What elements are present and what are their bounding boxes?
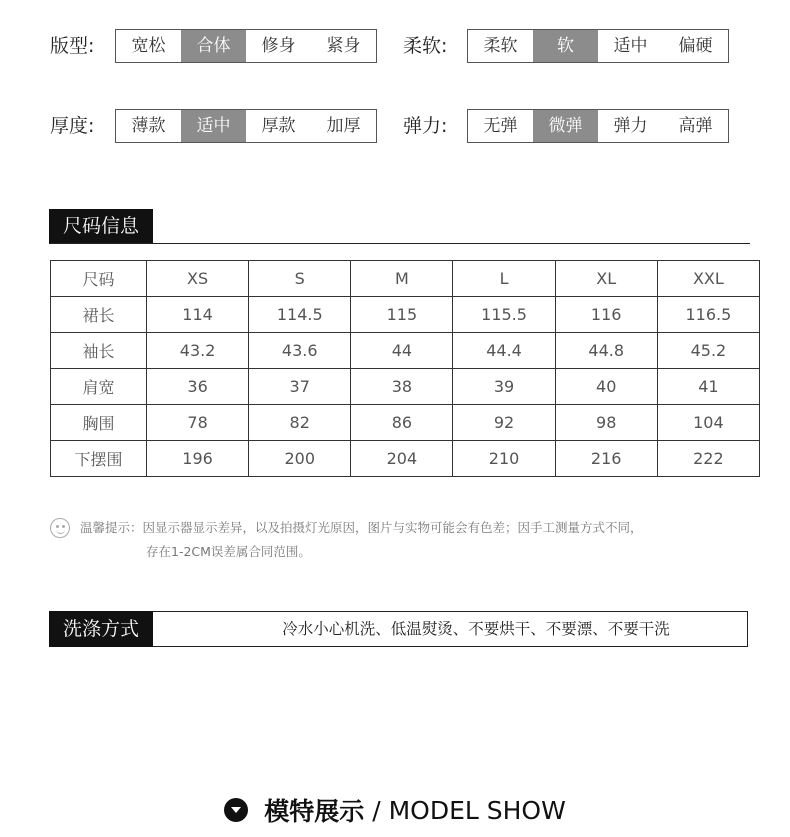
row-label: 下摆围 bbox=[51, 441, 147, 477]
attribute-row-2 bbox=[0, 109, 790, 143]
tip-line-1: 温馨提示：因显示器显示差异，以及拍摄灯光原因，图片与实物可能会有色差；因手工测量方式不同， bbox=[80, 520, 643, 535]
header-cell: S bbox=[249, 261, 351, 297]
washing-instructions: 冷水小心机洗、低温熨烫、不要烘干、不要漂、不要干洗 bbox=[282, 620, 670, 638]
table-cell: 200 bbox=[249, 441, 351, 477]
smiley-icon bbox=[50, 518, 70, 538]
table-cell: 40 bbox=[555, 369, 657, 405]
table-cell: 98 bbox=[555, 405, 657, 441]
size-tip bbox=[50, 516, 643, 564]
fit-selector bbox=[115, 29, 377, 63]
table-cell: 114.5 bbox=[249, 297, 351, 333]
washing-title: 洗涤方式 bbox=[49, 611, 153, 647]
table-cell: 114 bbox=[147, 297, 249, 333]
table-cell: 41 bbox=[657, 369, 759, 405]
row-label: 胸围 bbox=[51, 405, 147, 441]
fit-option-selected: 合体 bbox=[181, 30, 246, 62]
chevron-down-circle-icon bbox=[224, 798, 248, 822]
fit-label: 版型: bbox=[50, 35, 95, 57]
table-cell: 78 bbox=[147, 405, 249, 441]
thickness-option: 薄款 bbox=[131, 116, 166, 136]
table-cell: 115 bbox=[351, 297, 453, 333]
table-cell: 43.6 bbox=[249, 333, 351, 369]
softness-option: 柔软 bbox=[483, 36, 518, 56]
table-cell: 45.2 bbox=[657, 333, 759, 369]
size-table-header bbox=[51, 261, 760, 297]
header-cell: XXL bbox=[657, 261, 759, 297]
table-cell: 222 bbox=[657, 441, 759, 477]
softness-label: 柔软: bbox=[403, 35, 448, 57]
table-row bbox=[51, 441, 760, 477]
size-table bbox=[50, 260, 760, 477]
table-cell: 43.2 bbox=[147, 333, 249, 369]
table-cell: 196 bbox=[147, 441, 249, 477]
attribute-row-1 bbox=[0, 29, 790, 63]
thickness-option: 加厚 bbox=[326, 116, 361, 136]
table-cell: 204 bbox=[351, 441, 453, 477]
table-cell: 116 bbox=[555, 297, 657, 333]
fit-option: 紧身 bbox=[326, 36, 361, 56]
elasticity-option: 高弹 bbox=[678, 116, 713, 136]
elasticity-selector bbox=[467, 109, 729, 143]
washing-section bbox=[49, 611, 748, 647]
model-show-subtitle: / MODEL SHOW bbox=[372, 795, 566, 825]
header-cell: M bbox=[351, 261, 453, 297]
table-cell: 82 bbox=[249, 405, 351, 441]
tip-line-2: 存在1-2CM误差属合同范围。 bbox=[146, 544, 311, 559]
header-cell: XL bbox=[555, 261, 657, 297]
thickness-selector bbox=[115, 109, 377, 143]
row-label: 袖长 bbox=[51, 333, 147, 369]
table-cell: 86 bbox=[351, 405, 453, 441]
table-row bbox=[51, 333, 760, 369]
thickness-option-selected: 适中 bbox=[181, 110, 246, 142]
table-row bbox=[51, 405, 760, 441]
table-row bbox=[51, 369, 760, 405]
header-cell: 尺码 bbox=[51, 261, 147, 297]
thickness-option: 厚款 bbox=[261, 116, 296, 136]
table-cell: 37 bbox=[249, 369, 351, 405]
elasticity-option: 无弹 bbox=[483, 116, 518, 136]
elasticity-option-selected: 微弹 bbox=[533, 110, 598, 142]
table-cell: 210 bbox=[453, 441, 555, 477]
softness-option-selected: 软 bbox=[533, 30, 598, 62]
thickness-label: 厚度: bbox=[50, 115, 95, 137]
softness-option: 适中 bbox=[613, 36, 648, 56]
table-cell: 39 bbox=[453, 369, 555, 405]
elasticity-label: 弹力: bbox=[403, 115, 448, 137]
fit-option: 修身 bbox=[261, 36, 296, 56]
fit-option: 宽松 bbox=[131, 36, 166, 56]
table-cell: 36 bbox=[147, 369, 249, 405]
softness-option: 偏硬 bbox=[678, 36, 713, 56]
table-cell: 116.5 bbox=[657, 297, 759, 333]
model-show-heading bbox=[0, 790, 790, 830]
row-label: 肩宽 bbox=[51, 369, 147, 405]
table-row bbox=[51, 297, 760, 333]
table-cell: 115.5 bbox=[453, 297, 555, 333]
table-cell: 104 bbox=[657, 405, 759, 441]
table-cell: 216 bbox=[555, 441, 657, 477]
softness-selector bbox=[467, 29, 729, 63]
table-cell: 92 bbox=[453, 405, 555, 441]
elasticity-option: 弹力 bbox=[613, 116, 648, 136]
size-info-title: 尺码信息 bbox=[49, 209, 153, 243]
row-label: 裙长 bbox=[51, 297, 147, 333]
table-cell: 44.8 bbox=[555, 333, 657, 369]
size-info-divider bbox=[49, 243, 750, 244]
table-cell: 44.4 bbox=[453, 333, 555, 369]
header-cell: L bbox=[453, 261, 555, 297]
model-show-title: 模特展示 bbox=[264, 797, 365, 826]
header-cell: XS bbox=[147, 261, 249, 297]
table-cell: 38 bbox=[351, 369, 453, 405]
size-info-heading bbox=[49, 209, 750, 245]
table-cell: 44 bbox=[351, 333, 453, 369]
